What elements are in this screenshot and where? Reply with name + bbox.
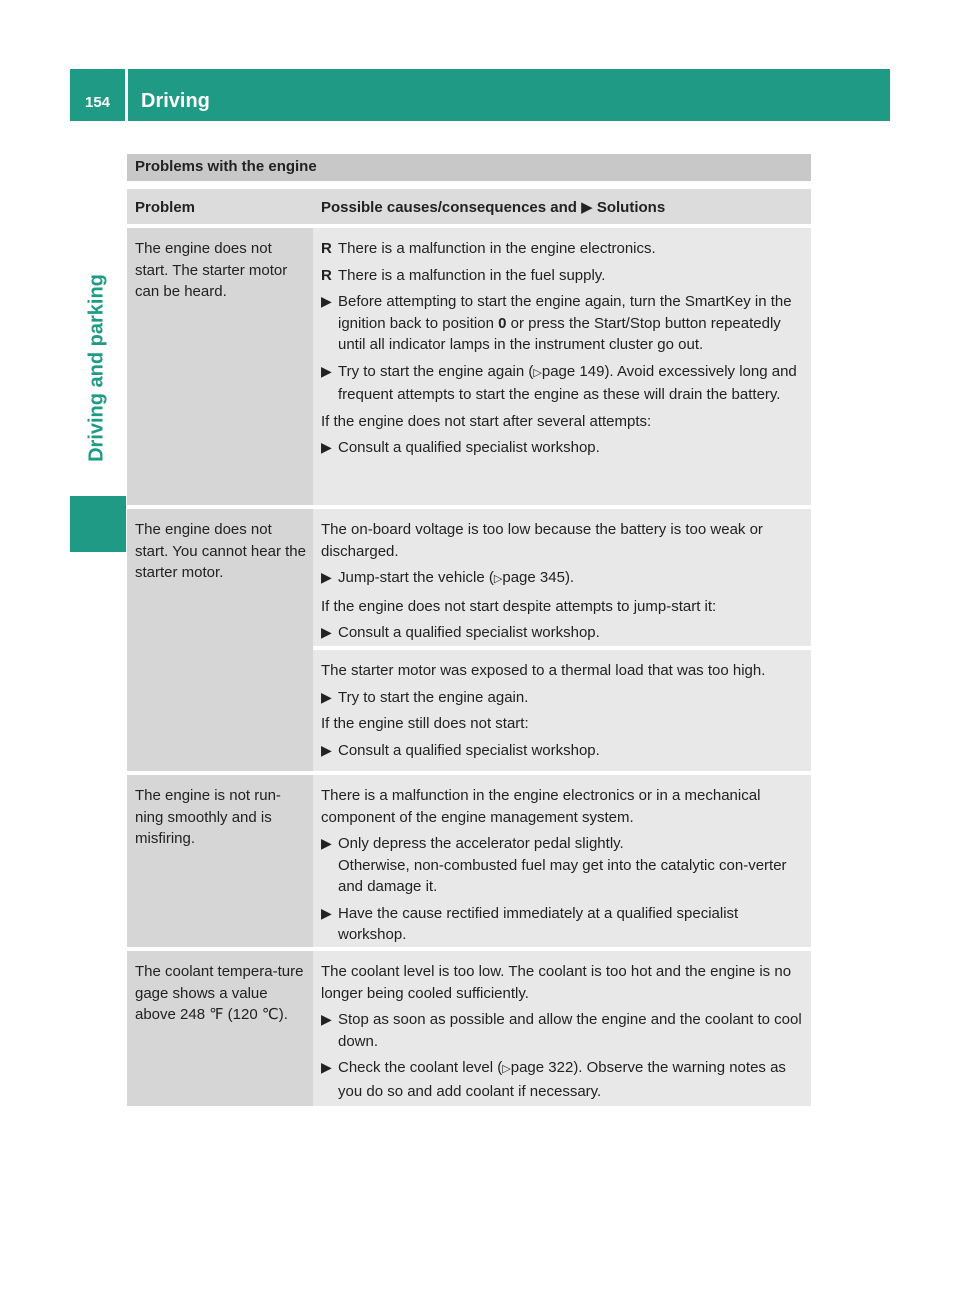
play-arrow-icon: ▶: [321, 362, 332, 379]
play-arrow-icon: ▶: [321, 293, 332, 309]
list-item: [321, 361, 805, 406]
page-number: 154: [84, 94, 111, 111]
list-item: [321, 1009, 805, 1052]
column-header-problem: Problem: [127, 189, 313, 224]
step-text: ).: [564, 569, 575, 586]
side-tab-label: Driving and parking: [85, 274, 108, 462]
step-text: Consult a qualified specialist workshop.: [338, 624, 600, 641]
play-arrow-icon: ▶: [321, 439, 332, 455]
solution-cell: [313, 228, 811, 505]
list-item: [321, 1057, 805, 1102]
list-item: [321, 238, 805, 260]
header-divider: [125, 69, 128, 121]
chapter-title: Driving: [141, 90, 210, 112]
step-text: Try to start the engine again.: [338, 688, 529, 706]
step-text: Consult a qualified specialist workshop.: [338, 439, 600, 456]
step-text: Consult a qualified specialist workshop.: [338, 741, 600, 759]
side-tab: [74, 256, 120, 480]
column-header-solutions-suffix: Solutions: [596, 199, 666, 216]
page-reference-icon: ▷: [533, 366, 542, 379]
problem-cell: The engine does not start. You cannot hear the starter motor.: [127, 509, 313, 771]
step-text: ). Avoid excessively long and frequent attempts to start the engine as these will drain the battery.: [338, 362, 797, 403]
step-detail: Otherwise, non-combusted fuel may get into the catalytic con-verter and damage it.: [338, 856, 787, 895]
note-text: If the engine still does not start:: [321, 715, 529, 732]
list-item: [321, 567, 805, 591]
bullet-r-icon: R: [321, 266, 332, 284]
problem-cell: The engine is not run-ning smoothly and is misfiring.: [127, 775, 313, 947]
page-reference[interactable]: page 322: [510, 1059, 574, 1076]
cause-text: The coolant level is too low. The coolant is too hot and the engine is no longer being cooled sufficiently.: [321, 963, 792, 1002]
solution-cell: [313, 951, 811, 1106]
ignition-position: 0: [498, 314, 507, 332]
step-text: ). Observe the warning notes as you do so and add coolant if necessary.: [338, 1059, 786, 1100]
problem-cell: The coolant tempera-ture gage shows a value above 248 ℉ (120 ℃).: [127, 951, 313, 1106]
solution-cell: [313, 775, 811, 947]
list-item: [321, 291, 805, 356]
step-text: Before attempting to start the engine again, turn the SmartKey in the ignition back to position: [338, 293, 792, 332]
play-arrow-icon: ▶: [321, 1011, 332, 1027]
play-arrow-icon: ▶: [321, 741, 332, 758]
cause-text: There is a malfunction in the fuel supply.: [338, 266, 606, 284]
note-text: If the engine does not start after several attempts:: [321, 412, 652, 430]
step-text: or press the Start/Stop button repeatedly until all indicator lamps in the instrument cluster go out.: [338, 314, 781, 353]
list-item: [321, 740, 805, 762]
cause-text: There is a malfunction in the engine electronics.: [338, 240, 656, 257]
note-text: If the engine does not start despite attempts to jump-start it:: [321, 597, 717, 615]
list-item: [321, 265, 805, 287]
step-text: Stop as soon as possible and allow the engine and the coolant to cool down.: [338, 1011, 802, 1050]
page-reference[interactable]: page 149: [541, 362, 605, 380]
step-text: Have the cause rectified immediately at a qualified specialist workshop.: [338, 904, 739, 943]
play-arrow-icon: ▶: [581, 199, 593, 216]
play-arrow-icon: ▶: [321, 624, 332, 640]
list-item: [321, 687, 805, 709]
solution-cell-group: [313, 509, 811, 771]
page-reference[interactable]: page 345: [502, 569, 565, 586]
bullet-r-icon: R: [321, 240, 332, 257]
problems-table: [127, 189, 811, 1106]
page-reference-icon: ▷: [502, 1063, 511, 1075]
step-text: Only depress the accelerator pedal slightly.: [338, 835, 624, 852]
list-item: [321, 833, 805, 898]
column-header-solutions: [313, 189, 811, 224]
step-text: Jump-start the vehicle (: [338, 569, 494, 586]
solution-cell: [313, 509, 811, 646]
play-arrow-icon: ▶: [321, 1059, 332, 1075]
play-arrow-icon: ▶: [321, 835, 332, 851]
section-title: Problems with the engine: [127, 154, 811, 181]
step-text: Check the coolant level (: [338, 1059, 503, 1076]
list-item: [321, 903, 805, 946]
solution-cell: [313, 650, 811, 771]
step-text: Try to start the engine again (: [338, 362, 534, 380]
play-arrow-icon: ▶: [321, 569, 332, 585]
play-arrow-icon: ▶: [321, 904, 332, 921]
list-item: [321, 437, 805, 459]
problem-cell: The engine does not start. The starter motor can be heard.: [127, 228, 313, 505]
list-item: [321, 622, 805, 644]
play-arrow-icon: ▶: [321, 688, 332, 705]
side-tab-marker: [70, 496, 126, 552]
cause-text: The on-board voltage is too low because the battery is too weak or discharged.: [321, 521, 763, 560]
column-header-solutions-prefix: Possible causes/consequences and: [321, 199, 577, 216]
page-reference-icon: ▷: [493, 573, 503, 585]
cause-text: There is a malfunction in the engine electronics or in a mechanical component of the engine management system.: [321, 787, 761, 826]
cause-text: The starter motor was exposed to a thermal load that was too high.: [321, 662, 766, 679]
